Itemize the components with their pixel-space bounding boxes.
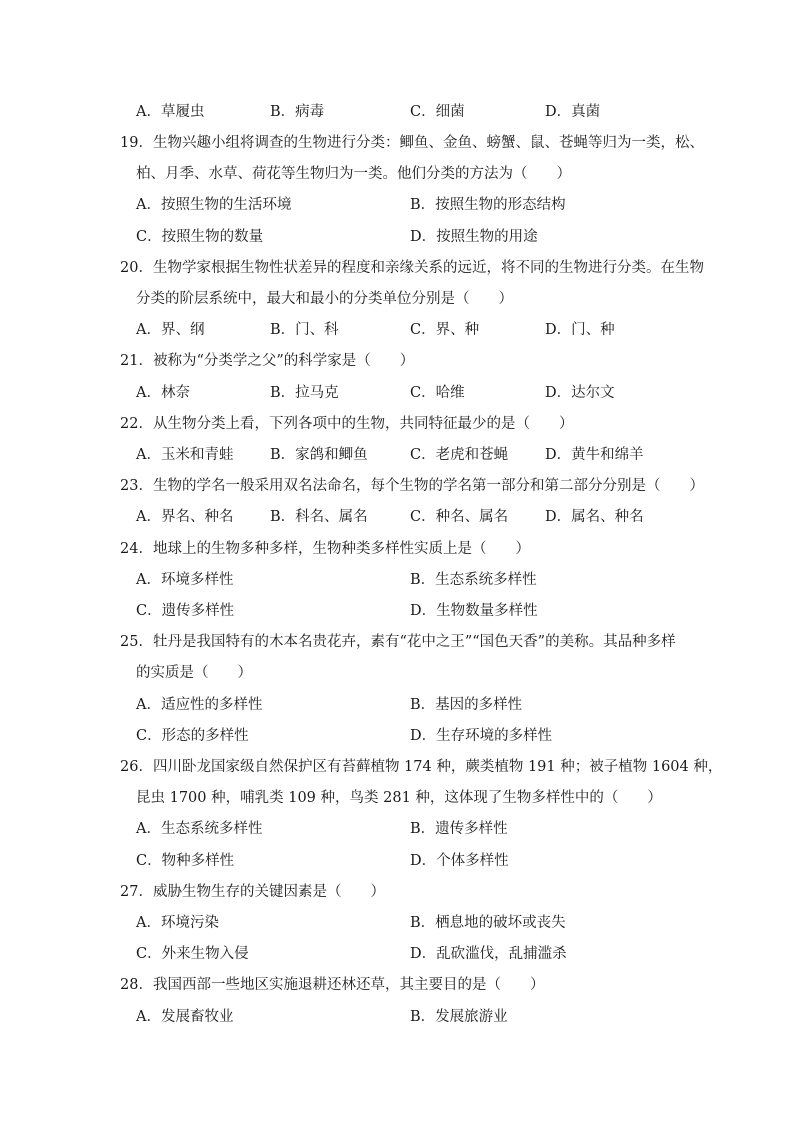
option-d[interactable]: D．达尔文 [545, 385, 615, 401]
question-stem-line: 26．四川卧龙国家级自然保护区有苔藓植物 174 种，蕨类植物 191 种；被子植物 1604 种， [120, 759, 723, 775]
option-b[interactable]: B．按照生物的形态结构 [410, 197, 566, 213]
option-b[interactable]: B．病毒 [270, 104, 325, 120]
option-c[interactable]: C．老虎和苍蝇 [410, 447, 509, 463]
option-d[interactable]: D．黄牛和绵羊 [545, 447, 644, 463]
option-c[interactable]: C．按照生物的数量 [136, 229, 264, 245]
option-a[interactable]: A．发展畜牧业 [136, 1009, 234, 1025]
option-a[interactable]: A．生态系统多样性 [136, 821, 263, 837]
option-a[interactable]: A．林奈 [136, 385, 190, 401]
option-b[interactable]: B．栖息地的破坏或丧失 [410, 915, 566, 931]
option-a[interactable]: A．草履虫 [136, 104, 205, 120]
option-b[interactable]: B．门、科 [270, 322, 339, 338]
question-stem-line: 昆虫 1700 种，哺乳类 109 种，鸟类 281 种，这体现了生物多样性中的（ ） [136, 790, 662, 806]
option-d[interactable]: D．生存环境的多样性 [410, 728, 553, 744]
option-c[interactable]: C．种名、属名 [410, 509, 509, 525]
question-stem-line: 柏、月季、水草、荷花等生物归为一类。他们分类的方法为（ ） [136, 166, 571, 182]
option-a[interactable]: A．玉米和青蛙 [136, 447, 234, 463]
question-stem-line: 22．从生物分类上看，下列各项中的生物，共同特征最少的是（ ） [120, 416, 574, 432]
question-stem-line: 21．被称为“分类学之父”的科学家是（ ） [120, 353, 415, 369]
option-c[interactable]: C．遗传多样性 [136, 603, 235, 619]
option-b[interactable]: B．发展旅游业 [410, 1009, 508, 1025]
question-stem-line: 的实质是（ ） [136, 665, 252, 681]
option-c[interactable]: C．哈维 [410, 385, 465, 401]
question-stem-line: 19．生物兴趣小组将调查的生物进行分类：鲫鱼、金鱼、螃蟹、鼠、苍蝇等归为一类，松、 [120, 135, 704, 151]
option-b[interactable]: B．家鸽和鲫鱼 [270, 447, 368, 463]
option-a[interactable]: A．按照生物的生活环境 [136, 197, 292, 213]
option-d[interactable]: D．门、种 [545, 322, 615, 338]
option-a[interactable]: A．界名、种名 [136, 509, 234, 525]
question-stem-line: 28．我国西部一些地区实施退耕还林还草，其主要目的是（ ） [120, 977, 545, 993]
option-d[interactable]: D．生物数量多样性 [410, 603, 538, 619]
option-c[interactable]: C．物种多样性 [136, 853, 235, 869]
option-a[interactable]: A．环境污染 [136, 915, 219, 931]
option-d[interactable]: D．属名、种名 [545, 509, 644, 525]
option-a[interactable]: A．界、纲 [136, 322, 205, 338]
question-stem-line: 25．牡丹是我国特有的木本名贵花卉，素有“花中之王”“国色天香”的美称。其品种多样 [120, 634, 676, 650]
option-c[interactable]: C．界、种 [410, 322, 480, 338]
question-stem-line: 23．生物的学名一般采用双名法命名，每个生物的学名第一部分和第二部分分别是（ ） [120, 478, 704, 494]
question-stem-line: 20．生物学家根据生物性状差异的程度和亲缘关系的远近，将不同的生物进行分类。在生物 [120, 260, 704, 276]
option-b[interactable]: B．基因的多样性 [410, 697, 523, 713]
question-stem-line: 分类的阶层系统中，最大和最小的分类单位分别是（ ） [136, 291, 513, 307]
option-c[interactable]: C．细菌 [410, 104, 465, 120]
option-d[interactable]: D．按照生物的用途 [410, 229, 538, 245]
option-b[interactable]: B．生态系统多样性 [410, 572, 537, 588]
option-b[interactable]: B．拉马克 [270, 385, 339, 401]
option-d[interactable]: D．个体多样性 [410, 853, 509, 869]
option-a[interactable]: A．环境多样性 [136, 572, 234, 588]
question-stem-line: 24．地球上的生物多种多样，生物种类多样性实质上是（ ） [120, 541, 530, 557]
option-b[interactable]: B．科名、属名 [270, 509, 368, 525]
option-a[interactable]: A．适应性的多样性 [136, 697, 263, 713]
question-stem-line: 27．威胁生物生存的关键因素是（ ） [120, 884, 385, 900]
option-c[interactable]: C．外来生物入侵 [136, 946, 249, 962]
option-b[interactable]: B．遗传多样性 [410, 821, 508, 837]
option-d[interactable]: D．真菌 [545, 104, 601, 120]
option-d[interactable]: D．乱砍滥伐，乱捕滥杀 [410, 946, 567, 962]
option-c[interactable]: C．形态的多样性 [136, 728, 249, 744]
